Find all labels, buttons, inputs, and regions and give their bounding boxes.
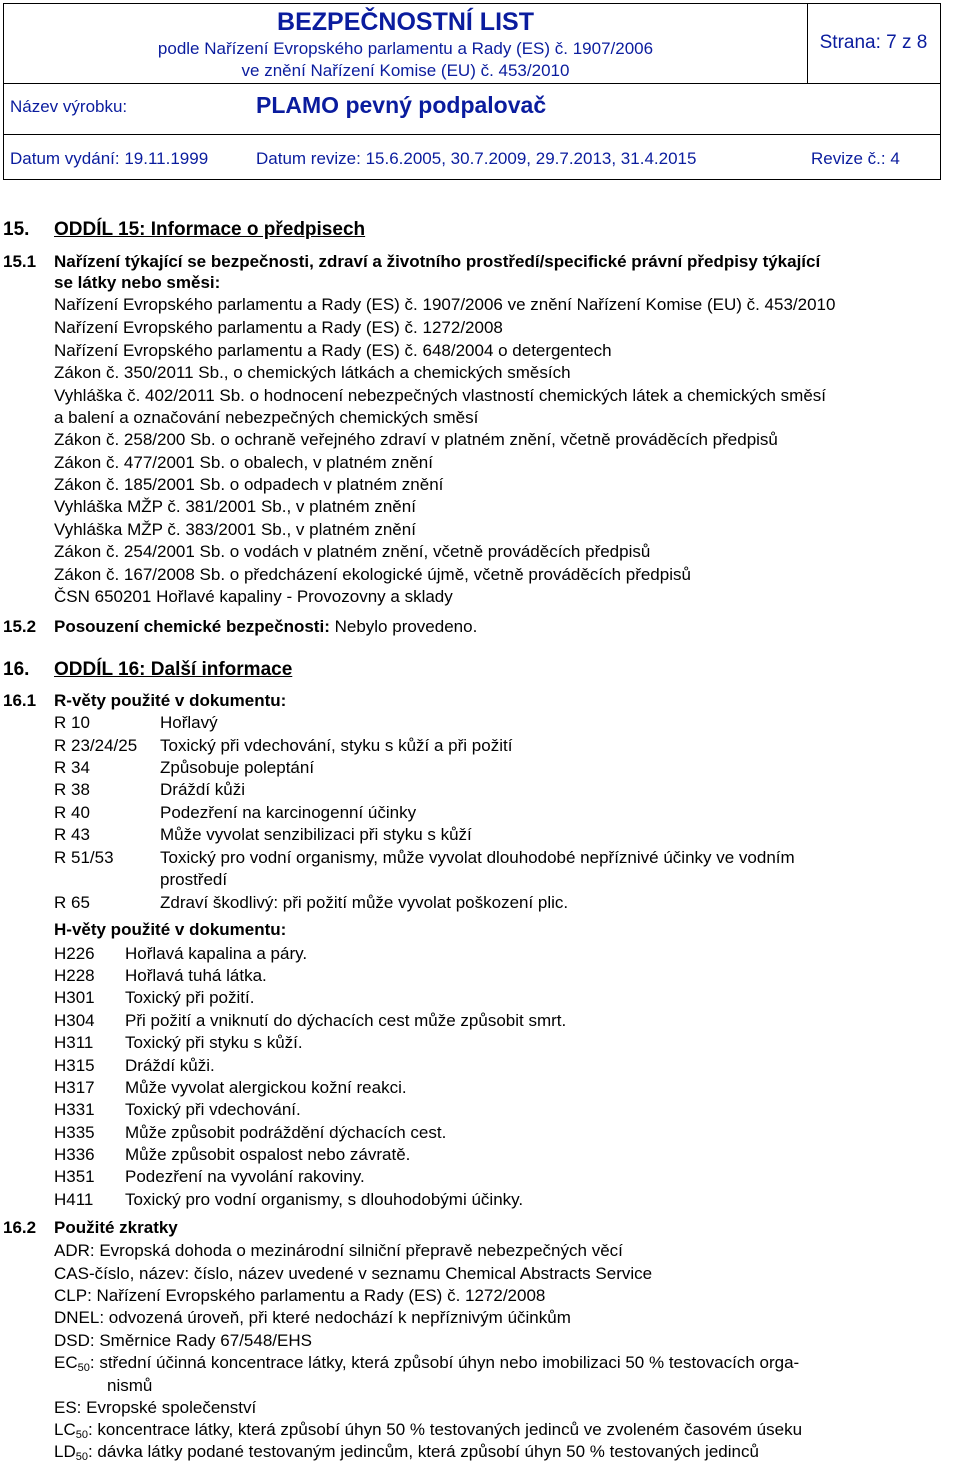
regulation-line: Zákon č. 258/200 Sb. o ochraně veřejného zdraví v platném znění, včetně prováděcích předpisů [54, 430, 778, 449]
revision-dates: Datum revize: 15.6.2005, 30.7.2009, 29.7.2013, 31.4.2015 [256, 149, 697, 168]
header-divider [4, 134, 940, 135]
h-phrase-text: Dráždí kůži. [125, 1056, 215, 1075]
subsection-number: 15.1 [3, 252, 37, 271]
abbreviation-item-ec50 [54, 1353, 799, 1378]
h-phrase-text: Podezření na vyvolání rakoviny. [125, 1167, 365, 1186]
abbreviation-item-continued: nismů [107, 1376, 153, 1395]
r-phrase-code: R 51/53 [54, 848, 114, 867]
abbr-text: : střední účinná koncentrace látky, která způsobí úhyn nebo imobilizaci 50 % testovacích orga- [89, 1353, 800, 1372]
regulation-line: Zákon č. 477/2001 Sb. o obalech, v platném znění [54, 453, 433, 472]
abbreviation-item: DSD: Směrnice Rady 67/548/EHS [54, 1331, 312, 1350]
h-phrase-text: Toxický při styku s kůží. [125, 1033, 303, 1052]
subsection-title: Použité zkratky [54, 1218, 178, 1237]
r-phrase-text: Toxický při vdechování, styku s kůží a při požití [160, 736, 513, 755]
abbr-base: EC [54, 1353, 78, 1372]
r-phrase-text: Může vyvolat senzibilizaci při styku s kůží [160, 825, 472, 844]
r-phrase-code: R 40 [54, 803, 90, 822]
h-phrase-text: Toxický při vdechování. [125, 1100, 301, 1119]
regulation-line: Zákon č. 350/2011 Sb., o chemických látkách a chemických směsích [54, 363, 571, 382]
section-title: ODDÍL 15: Informace o předpisech [54, 219, 366, 240]
h-phrases-title: H-věty použité v dokumentu: [54, 920, 287, 939]
h-phrase-code: H317 [54, 1078, 95, 1097]
abbreviation-item: ADR: Evropská dohoda o mezinárodní silniční přepravě nebezpečných věcí [54, 1241, 623, 1260]
abbreviation-item: DNEL: odvozená úroveň, při které nedochází k nepříznivým účinkům [54, 1308, 571, 1327]
regulation-line: Zákon č. 167/2008 Sb. o předcházení ekologické újmě, včetně prováděcích předpisů [54, 565, 691, 584]
r-phrase-text: prostředí [160, 870, 228, 889]
section-number: 16. [3, 659, 30, 680]
h-phrase-code: H311 [54, 1033, 94, 1052]
h-phrase-code: H336 [54, 1145, 95, 1164]
h-phrase-text: Může způsobit podráždění dýchacích cest. [125, 1123, 447, 1142]
regulation-line: Nařízení Evropského parlamentu a Rady (ES) č. 1272/2008 [54, 318, 503, 337]
r-phrase-code: R 10 [54, 713, 90, 732]
h-phrase-text: Při požití a vniknutí do dýchacích cest může způsobit smrt. [125, 1011, 567, 1030]
subsection-title: R-věty použité v dokumentu: [54, 691, 287, 710]
section-title: ODDÍL 16: Další informace [54, 659, 293, 680]
h-phrase-code: H226 [54, 944, 95, 963]
subsection-number: 15.2 [3, 617, 37, 636]
abbreviation-item: CLP: Nařízení Evropského parlamentu a Rady (ES) č. 1272/2008 [54, 1286, 546, 1305]
h-phrase-text: Může vyvolat alergickou kožní reakci. [125, 1078, 407, 1097]
document-subtitle: ve znění Nařízení Komise (EU) č. 453/2010 [241, 61, 570, 80]
r-phrase-text: Hořlavý [160, 713, 218, 732]
h-phrase-text: Hořlavá kapalina a páry. [125, 944, 308, 963]
r-phrase-text: Dráždí kůži [160, 780, 246, 799]
abbreviation-item: CAS-číslo, název: číslo, název uvedené v seznamu Chemical Abstracts Service [54, 1264, 653, 1283]
h-phrase-text: Hořlavá tuhá látka. [125, 966, 267, 985]
h-phrase-text: Toxický při požití. [125, 988, 255, 1007]
h-phrase-code: H315 [54, 1056, 95, 1075]
r-phrase-code: R 34 [54, 758, 90, 777]
h-phrase-text: Toxický pro vodní organismy, s dlouhodobými účinky. [125, 1190, 524, 1209]
h-phrase-code: H411 [54, 1190, 94, 1209]
r-phrase-text: Způsobuje poleptání [160, 758, 315, 777]
regulation-line: a balení a označování nebezpečných chemických směsí [54, 408, 479, 427]
r-phrase-code: R 65 [54, 893, 90, 912]
abbreviation-item-ld50 [54, 1442, 759, 1467]
h-phrase-code: H335 [54, 1123, 95, 1142]
abbr-subscript: 50 [75, 1451, 88, 1463]
assessment-result: Nebylo provedeno. [334, 617, 478, 636]
r-phrase-text: Podezření na karcinogenní účinky [160, 803, 417, 822]
abbr-text: : koncentrace látky, která způsobí úhyn 50 % testovaných jedinců ve zvoleném časovém úseku [87, 1420, 803, 1439]
regulation-line: Vyhláška MŽP č. 383/2001 Sb., v platném znění [54, 520, 416, 539]
regulation-line: Zákon č. 185/2001 Sb. o odpadech v platném znění [54, 475, 444, 494]
page-number: Strana: 7 z 8 [819, 32, 928, 53]
chemical-safety-assessment [54, 617, 477, 637]
subsection-title: Nařízení týkající se bezpečnosti, zdraví a životního prostředí/specifické právní předpisy týkající [54, 252, 821, 271]
subsection-number: 16.1 [3, 691, 37, 710]
regulation-line: Nařízení Evropského parlamentu a Rady (ES) č. 648/2004 o detergentech [54, 341, 612, 360]
h-phrase-code: H331 [54, 1100, 95, 1119]
regulation-line: ČSN 650201 Hořlavé kapaliny - Provozovny a sklady [54, 587, 453, 606]
subsection-number: 16.2 [3, 1218, 37, 1237]
abbr-base: LD [54, 1442, 76, 1461]
r-phrase-code: R 38 [54, 780, 90, 799]
r-phrase-text: Toxický pro vodní organismy, může vyvolat dlouhodobé nepříznivé účinky ve vodním [160, 848, 795, 867]
document-subtitle: podle Nařízení Evropského parlamentu a Rady (ES) č. 1907/2006 [157, 39, 654, 58]
subsection-title: Posouzení chemické bezpečnosti: [54, 617, 330, 636]
revision-number: Revize č.: 4 [811, 149, 900, 168]
section-number: 15. [3, 219, 30, 240]
regulation-line: Zákon č. 254/2001 Sb. o vodách v platném znění, včetně prováděcích předpisů [54, 542, 651, 561]
regulation-line: Nařízení Evropského parlamentu a Rady (ES) č. 1907/2006 ve znění Nařízení Komise (EU) č. 453/2010 [54, 295, 836, 314]
h-phrase-code: H351 [54, 1167, 95, 1186]
abbr-subscript: 50 [77, 1362, 90, 1374]
abbr-subscript: 50 [75, 1429, 88, 1441]
h-phrase-code: H228 [54, 966, 95, 985]
h-phrase-code: H301 [54, 988, 95, 1007]
regulation-line: Vyhláška MŽP č. 381/2001 Sb., v platném znění [54, 497, 416, 516]
issue-date: Datum vydání: 19.11.1999 [10, 149, 209, 168]
product-name: PLAMO pevný podpalovač [256, 92, 547, 118]
r-phrase-code: R 43 [54, 825, 90, 844]
h-phrase-code: H304 [54, 1011, 95, 1030]
abbreviation-item: ES: Evropské společenství [54, 1398, 257, 1417]
r-phrase-code: R 23/24/25 [54, 736, 138, 755]
r-phrase-text: Zdraví škodlivý: při požití může vyvolat poškození plic. [160, 893, 569, 912]
product-label: Název výrobku: [10, 97, 128, 116]
abbr-text: : dávka látky podané testovaným jedincům, která způsobí úhyn 50 % testovaných jedinců [87, 1442, 759, 1461]
document-header [3, 3, 941, 180]
document-title: BEZPEČNOSTNÍ LIST [277, 8, 534, 36]
abbr-base: LC [54, 1420, 76, 1439]
regulation-line: Vyhláška č. 402/2011 Sb. o hodnocení nebezpečných vlastností chemických látek a chemických směsí [54, 386, 827, 405]
header-divider [4, 83, 940, 84]
subsection-title: se látky nebo směsi: [54, 273, 221, 292]
h-phrase-text: Může způsobit ospalost nebo závratě. [125, 1145, 411, 1164]
